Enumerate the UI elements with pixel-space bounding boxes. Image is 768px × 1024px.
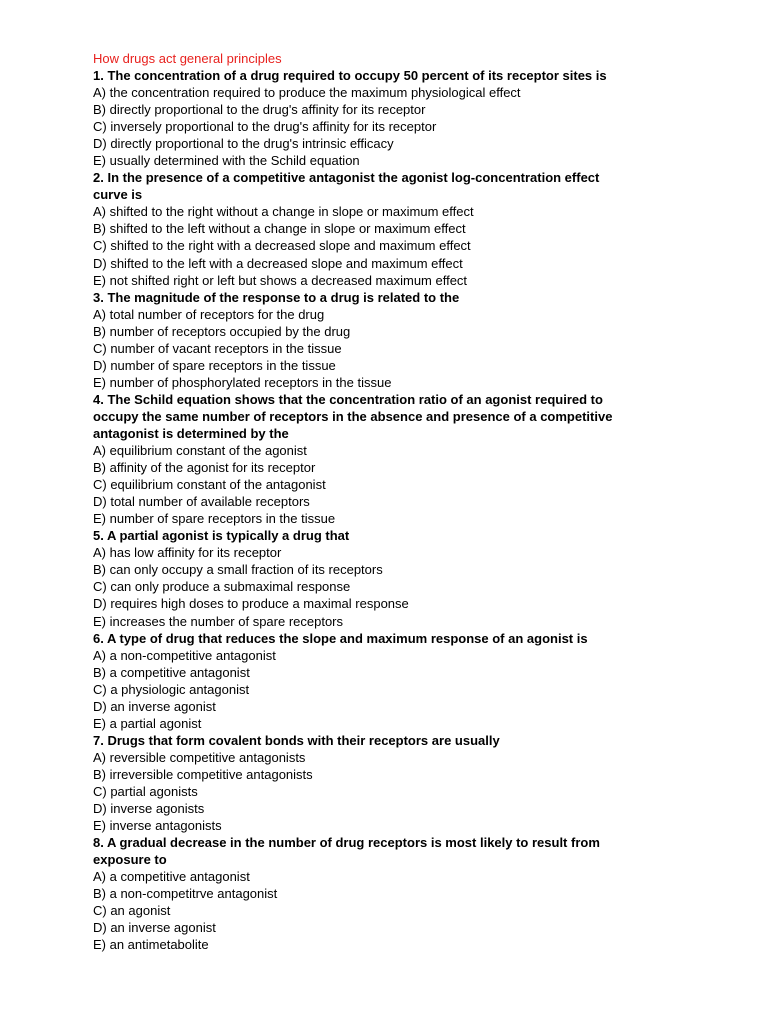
- answer-option-a: A) a competitive antagonist: [93, 869, 250, 885]
- answer-options: [93, 749, 748, 834]
- question-5: [93, 527, 748, 629]
- answer-option-a: A) total number of receptors for the drug: [93, 306, 325, 322]
- question-2: [93, 169, 748, 288]
- answer-option-d: D) an inverse agonist: [93, 698, 216, 714]
- answer-option-d: D) directly proportional to the drug's intrinsic efficacy: [93, 136, 394, 152]
- answer-options: [93, 442, 748, 527]
- answer-option-a: A) shifted to the right without a change in slope or maximum effect: [93, 204, 474, 220]
- answer-option-b: B) affinity of the agonist for its receptor: [93, 460, 316, 476]
- answer-option-c: C) partial agonists: [93, 783, 198, 799]
- answer-option-e: E) number of spare receptors in the tissue: [93, 511, 336, 527]
- answer-option-b: B) shifted to the left without a change in slope or maximum effect: [93, 221, 466, 237]
- answer-options: [93, 647, 748, 732]
- answer-options: [93, 544, 748, 629]
- answer-option-b: B) directly proportional to the drug's affinity for its receptor: [93, 102, 426, 118]
- answer-option-d: D) an inverse agonist: [93, 920, 216, 936]
- answer-option-e: E) a partial agonist: [93, 715, 202, 731]
- answer-option-c: C) shifted to the right with a decreased slope and maximum effect: [93, 238, 471, 254]
- answer-option-b: B) number of receptors occupied by the drug: [93, 323, 351, 339]
- answer-option-d: D) total number of available receptors: [93, 494, 310, 510]
- question-6: [93, 630, 748, 732]
- question-text: 4. The Schild equation shows that the concentration ratio of an agonist required to occupy the same number of receptors in the absence and presence of a competitive antagonist is determined by the: [93, 391, 613, 441]
- answer-options: [93, 868, 748, 953]
- question-text: 7. Drugs that form covalent bonds with their receptors are usually: [93, 732, 500, 748]
- answer-option-c: C) number of vacant receptors in the tissue: [93, 340, 342, 356]
- answer-option-a: A) equilibrium constant of the agonist: [93, 443, 307, 459]
- answer-option-b: B) irreversible competitive antagonists: [93, 766, 313, 782]
- question-text: 8. A gradual decrease in the number of drug receptors is most likely to result from exposure to: [93, 835, 600, 868]
- answer-option-b: B) can only occupy a small fraction of its receptors: [93, 562, 383, 578]
- document-title: How drugs act general principles: [93, 51, 282, 66]
- question-text: 1. The concentration of a drug required to occupy 50 percent of its receptor sites is: [93, 68, 607, 83]
- answer-option-a: A) has low affinity for its receptor: [93, 545, 282, 561]
- question-text: 2. In the presence of a competitive antagonist the agonist log-concentration effect curve is: [93, 170, 600, 203]
- answer-option-e: E) not shifted right or left but shows a decreased maximum effect: [93, 272, 468, 288]
- answer-option-e: E) increases the number of spare receptors: [93, 613, 344, 629]
- answer-option-a: A) the concentration required to produce the maximum physiological effect: [93, 85, 521, 101]
- answer-options: [93, 84, 748, 169]
- answer-option-a: A) reversible competitive antagonists: [93, 749, 306, 765]
- question-7: [93, 732, 748, 834]
- answer-option-a: A) a non-competitive antagonist: [93, 647, 276, 663]
- question-text: 5. A partial agonist is typically a drug that: [93, 528, 350, 544]
- answer-options: [93, 306, 748, 391]
- question-text: 3. The magnitude of the response to a drug is related to the: [93, 289, 460, 305]
- answer-option-d: D) requires high doses to produce a maximal response: [93, 596, 409, 612]
- question-1: [93, 67, 748, 169]
- answer-option-b: B) a non-competitrve antagonist: [93, 886, 278, 902]
- answer-option-c: C) can only produce a submaximal response: [93, 579, 351, 595]
- answer-option-c: C) inversely proportional to the drug's affinity for its receptor: [93, 119, 437, 135]
- answer-option-d: D) number of spare receptors in the tissue: [93, 357, 336, 373]
- answer-option-e: E) an antimetabolite: [93, 937, 209, 953]
- answer-option-c: C) equilibrium constant of the antagonist: [93, 477, 326, 493]
- question-4: [93, 391, 748, 527]
- answer-option-b: B) a competitive antagonist: [93, 664, 250, 680]
- answer-option-e: E) usually determined with the Schild equation: [93, 153, 360, 169]
- answer-option-e: E) number of phosphorylated receptors in the tissue: [93, 374, 392, 390]
- answer-option-c: C) a physiologic antagonist: [93, 681, 250, 697]
- answer-option-d: D) inverse agonists: [93, 801, 205, 817]
- answer-option-c: C) an agonist: [93, 903, 171, 919]
- question-3: [93, 289, 748, 391]
- answer-options: [93, 203, 748, 288]
- answer-option-d: D) shifted to the left with a decreased slope and maximum effect: [93, 255, 463, 271]
- question-8: [93, 834, 748, 953]
- question-text: 6. A type of drug that reduces the slope and maximum response of an agonist is: [93, 630, 588, 646]
- answer-option-e: E) inverse antagonists: [93, 818, 222, 834]
